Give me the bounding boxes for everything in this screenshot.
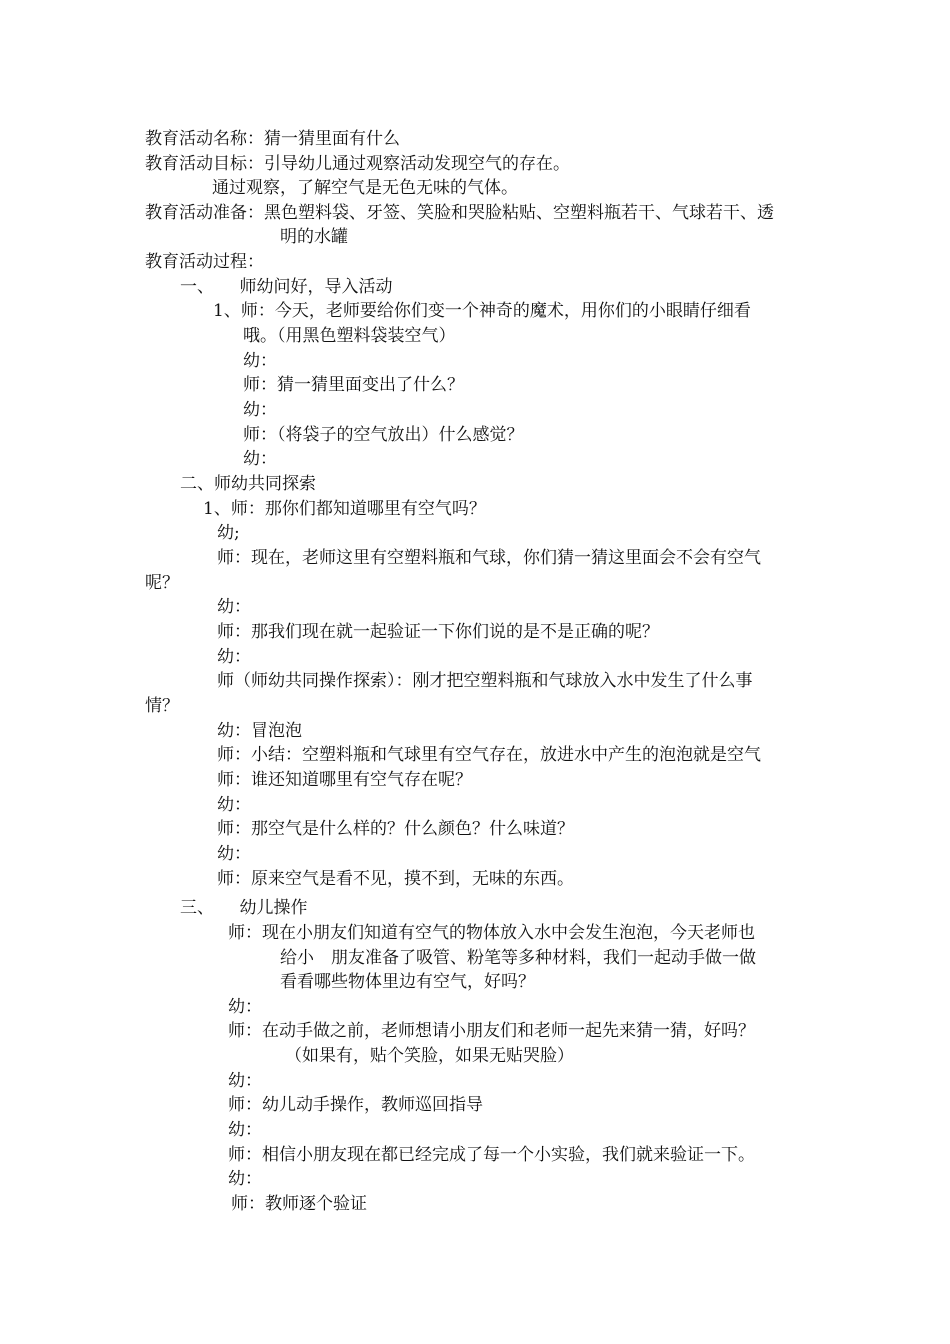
dialogue-line: 哦。（用黑色塑料袋装空气）: [243, 326, 456, 346]
dialogue-line: 1、师：今天，老师要给你们变一个神奇的魔术，用你们的小眼睛仔细看: [213, 301, 751, 321]
dialogue-line: 幼：: [228, 1071, 262, 1091]
dialogue-line: 情？: [145, 696, 179, 716]
dialogue-line: 幼：: [217, 795, 251, 815]
dialogue-line: 师：那空气是什么样的？什么颜色？什么味道？: [217, 819, 574, 839]
dialogue-line: 幼：: [228, 997, 262, 1017]
dialogue-line: 幼：: [217, 844, 251, 864]
dialogue-line: 师：在动手做之前，老师想请小朋友们和老师一起先来猜一猜，好吗？: [228, 1021, 755, 1041]
dialogue-line: 幼：: [228, 1169, 262, 1189]
activity-prep-line-2: 明的水罐: [280, 227, 348, 247]
dialogue-line: 幼：: [228, 1120, 262, 1140]
activity-goal-line: 教育活动目标：引导幼儿通过观察活动发现空气的存在。: [145, 154, 570, 174]
activity-goal-line-2: 通过观察，了解空气是无色无味的气体。: [212, 178, 518, 198]
dialogue-line: 师：现在，老师这里有空塑料瓶和气球，你们猜一猜这里面会不会有空气: [217, 548, 761, 568]
dialogue-line: 师：猜一猜里面变出了什么？: [243, 375, 464, 395]
dialogue-line: 1、师：那你们都知道哪里有空气吗？: [203, 499, 486, 519]
activity-prep-line: 教育活动准备：黑色塑料袋、牙签、笑脸和哭脸粘贴、空塑料瓶若干、气球若干、透: [145, 203, 774, 223]
dialogue-line: 幼：冒泡泡: [217, 721, 302, 741]
dialogue-line: 师：原来空气是看不见，摸不到，无味的东西。: [217, 869, 574, 889]
dialogue-line: 师：相信小朋友现在都已经完成了每一个小实验，我们就来验证一下。: [228, 1145, 755, 1165]
dialogue-line: 幼：: [243, 449, 277, 469]
dialogue-line: 师（师幼共同操作探索）：刚才把空塑料瓶和气球放入水中发生了什么事: [217, 671, 753, 691]
dialogue-line: 幼：: [243, 351, 277, 371]
dialogue-line: 师：（将袋子的空气放出）什么感觉？: [243, 425, 524, 445]
dialogue-line: （如果有，贴个笑脸，如果无贴哭脸）: [285, 1046, 574, 1066]
dialogue-line: 师：那我们现在就一起验证一下你们说的是不是正确的呢？: [217, 622, 659, 642]
dialogue-line: 幼：: [217, 647, 251, 667]
dialogue-line: 给小 朋友准备了吸管、粉笔等多种材料，我们一起动手做一做: [280, 948, 756, 968]
dialogue-line: 幼：: [243, 400, 277, 420]
activity-process-heading: 教育活动过程：: [145, 252, 264, 272]
dialogue-line: 师：教师逐个验证: [231, 1194, 367, 1214]
dialogue-line: 师：现在小朋友们知道有空气的物体放入水中会发生泡泡，今天老师也: [228, 923, 755, 943]
activity-name-line: 教育活动名称：猜一猜里面有什么: [145, 129, 400, 149]
dialogue-line: 看看哪些物体里边有空气，好吗？: [280, 972, 535, 992]
section-heading-3: 三、 幼儿操作: [180, 898, 308, 918]
dialogue-line: 幼;: [217, 523, 240, 543]
dialogue-line: 师：幼儿动手操作，教师巡回指导: [228, 1095, 483, 1115]
section-heading-1: 一、 师幼问好，导入活动: [180, 277, 393, 297]
dialogue-line: 师：谁还知道哪里有空气存在呢？: [217, 770, 472, 790]
section-heading-2: 二、师幼共同探索: [180, 474, 316, 494]
dialogue-line: 师：小结：空塑料瓶和气球里有空气存在，放进水中产生的泡泡就是空气: [217, 745, 761, 765]
dialogue-line: 幼：: [217, 597, 251, 617]
dialogue-line: 呢？: [145, 573, 179, 593]
